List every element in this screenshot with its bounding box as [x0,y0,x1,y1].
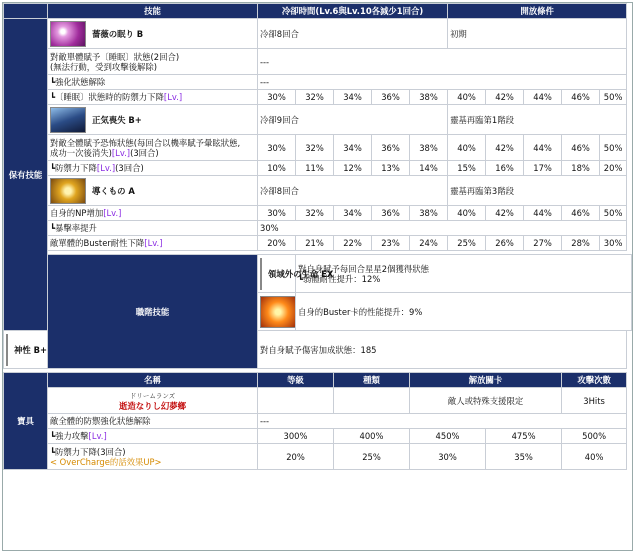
header-cooldown: 冷卻時間(Lv.6與Lv.10各減少1回合) [258,4,448,19]
skill3-effect1-label: 自身的NP增加 [50,208,104,218]
value-cell: 32% [296,90,334,105]
value-cell: 21% [296,236,334,251]
value-cell: 36% [372,90,410,105]
np-header-card: 解放關卡 [410,373,562,388]
value-cell: 22% [334,236,372,251]
skill-table [3,3,632,470]
value-cell: 14% [410,161,448,176]
lv-tag: [Lv.] [111,147,131,158]
class-skill1-line1: 對自身賦予每回合星星2個獲得狀態 [298,263,429,274]
np-overcharge-note: < OverCharge的話效果UP> [50,456,162,467]
value-cell: 26% [486,236,524,251]
value-cell: 12% [334,161,372,176]
header-skill: 技能 [48,4,258,19]
value-cell: 44% [524,90,562,105]
value-cell: 38% [410,90,448,105]
value-cell: 34% [334,90,372,105]
skill2-name: 正気喪失 B+ [92,114,142,125]
skill2-effect2-turns: (3回合) [115,163,144,173]
class-skill2-title [258,293,296,331]
np-name-cell [48,388,258,414]
class-skill3-effect: 對自身賦予傷害加成狀態：185 [258,331,627,369]
np-effect1-dash: --- [258,414,627,429]
np-hits: 3Hits [562,388,627,414]
value-cell: 38% [410,206,448,221]
section-passive-skills: 保有技能 [4,19,48,331]
skill1-cooldown: 冷卻8回合 [258,19,448,49]
np-effect3-label: ┗防禦力下降 [50,446,97,457]
buster-skill-icon [260,296,296,328]
skill2-effect1 [48,135,258,161]
value-cell: 34% [334,206,372,221]
sleep-skill-icon [50,21,86,47]
np-value-cell: 25% [334,444,410,470]
skill1-effect1-line2: (無法行動，受到攻擊後解除) [50,61,158,72]
skill3-effect3-label: 敵單體的Buster耐性下降 [50,238,145,248]
skill2-effect1-turns: (3回合) [130,147,159,158]
skill2-title [48,105,258,135]
value-cell: 16% [486,161,524,176]
np-rank [258,388,334,414]
class-skill1-line2: ┗弱體耐性提升：12% [298,273,381,284]
skill1-unlock: 初期 [448,19,627,49]
np-value-cell: 475% [486,429,562,444]
value-cell: 50% [600,90,627,105]
skill1-title [48,19,258,49]
np-value-cell: 40% [562,444,627,470]
value-cell: 20% [600,161,627,176]
divinity-skill-icon [6,334,8,366]
lv-tag: [Lv.] [163,92,183,102]
skill3-effect2-value: 30% [258,221,627,236]
np-type [334,388,410,414]
value-cell: 40% [448,135,486,161]
skill1-name: 薔薇の眠り B [92,28,144,39]
skill1-effect1-dash: --- [258,49,627,75]
value-cell: 44% [524,135,562,161]
value-cell: 20% [258,236,296,251]
np-effect1: 敵全體的防禦強化狀態解除 [48,414,258,429]
value-cell: 36% [372,135,410,161]
skill1-effect1 [48,49,258,75]
skill-table-panel [2,2,633,551]
skill2-effect1-line2: 成功一次後消失) [50,147,112,158]
skill3-cooldown: 冷卻8回合 [258,176,448,206]
np-value-cell: 300% [258,429,334,444]
skill3-unlock: 靈基再臨第3階段 [448,176,627,206]
lv-tag: [Lv.] [144,238,163,248]
value-cell: 32% [296,206,334,221]
value-cell: 30% [600,236,627,251]
guide-skill-icon [50,178,86,204]
value-cell: 18% [562,161,600,176]
skill3-title [48,176,258,206]
skill3-effect3 [48,236,258,251]
skill2-effect2 [48,161,258,176]
np-value-cell: 450% [410,429,486,444]
np-value-cell: 30% [410,444,486,470]
value-cell: 23% [372,236,410,251]
skill2-unlock: 靈基再臨第1階段 [448,105,627,135]
skill1-effect1-line1: 對敵單體賦予〔睡眠〕狀態(2回合) [50,51,180,62]
np-effect3-turns: (3回合) [96,446,126,457]
value-cell: 27% [524,236,562,251]
value-cell: 50% [600,135,627,161]
skill3-effect2: ┗暴擊率提升 [48,221,258,236]
value-cell: 50% [600,206,627,221]
class-skill2-effect: 自身的Buster卡的性能提升：9% [296,293,632,331]
value-cell: 10% [258,161,296,176]
value-cell: 30% [258,90,296,105]
section-noble-phantasm: 寶具 [4,373,48,470]
skill1-effect3 [48,90,258,105]
np-header-type: 種類 [334,373,410,388]
value-cell: 44% [524,206,562,221]
value-cell: 30% [258,135,296,161]
value-cell: 25% [448,236,486,251]
class-skill3-title [4,331,48,369]
section-class-skills: 職階技能 [48,255,258,369]
value-cell: 46% [562,206,600,221]
class-skill1-effect [296,255,632,293]
np-effect2 [48,429,258,444]
np-header-name: 名稱 [48,373,258,388]
np-value-cell: 500% [562,429,627,444]
value-cell: 46% [562,90,600,105]
corner-cell [4,4,48,19]
skill3-name: 導くもの A [92,185,135,196]
value-cell: 40% [448,206,486,221]
value-cell: 11% [296,161,334,176]
value-cell: 42% [486,135,524,161]
lv-tag: [Lv.] [103,208,122,218]
np-value-cell: 400% [334,429,410,444]
class-skill1-name: 領域外の生命 EX [268,268,334,279]
np-header-rank: 等級 [258,373,334,388]
value-cell: 38% [410,135,448,161]
value-cell: 36% [372,206,410,221]
value-cell: 40% [448,90,486,105]
skill2-effect2-label: ┗防禦力下降 [50,163,97,173]
lv-tag: [Lv.] [96,163,116,173]
class-skill3-name: 神性 B+ [14,344,48,355]
value-cell: 17% [524,161,562,176]
value-cell: 34% [334,135,372,161]
value-cell: 42% [486,206,524,221]
np-effect3 [48,444,258,470]
skill2-cooldown: 冷卻9回合 [258,105,448,135]
skill1-effect2: ┗強化狀態解除 [48,75,258,90]
header-unlock: 開放條件 [448,4,627,19]
class-skill1-title [258,255,334,293]
value-cell: 46% [562,135,600,161]
value-cell: 24% [410,236,448,251]
np-effect2-label: ┗強力攻擊 [50,431,89,441]
value-cell: 13% [372,161,410,176]
value-cell: 15% [448,161,486,176]
skill1-effect2-dash: --- [258,75,627,90]
np-ruby: ドリームランズ [129,392,176,400]
np-name: 逝造なりし幻夢鄉 [119,401,186,411]
skill1-effect3-label: ┗〔睡眠〕狀態時的防禦力下降 [50,92,164,102]
value-cell: 30% [258,206,296,221]
np-value-cell: 35% [486,444,562,470]
np-header-hits: 攻擊次數 [562,373,627,388]
lv-tag: [Lv.] [88,431,107,441]
np-target: 敵人或特殊支援限定 [410,388,562,414]
value-cell: 28% [562,236,600,251]
value-cell: 42% [486,90,524,105]
territory-skill-icon [260,258,262,290]
value-cell: 32% [296,135,334,161]
np-value-cell: 20% [258,444,334,470]
skill2-effect1-line1: 對敵全體賦予恐怖狀態(每回合以機率賦予暈眩狀態, [50,137,241,148]
skill3-effect1 [48,206,258,221]
evil-skill-icon [50,107,86,133]
